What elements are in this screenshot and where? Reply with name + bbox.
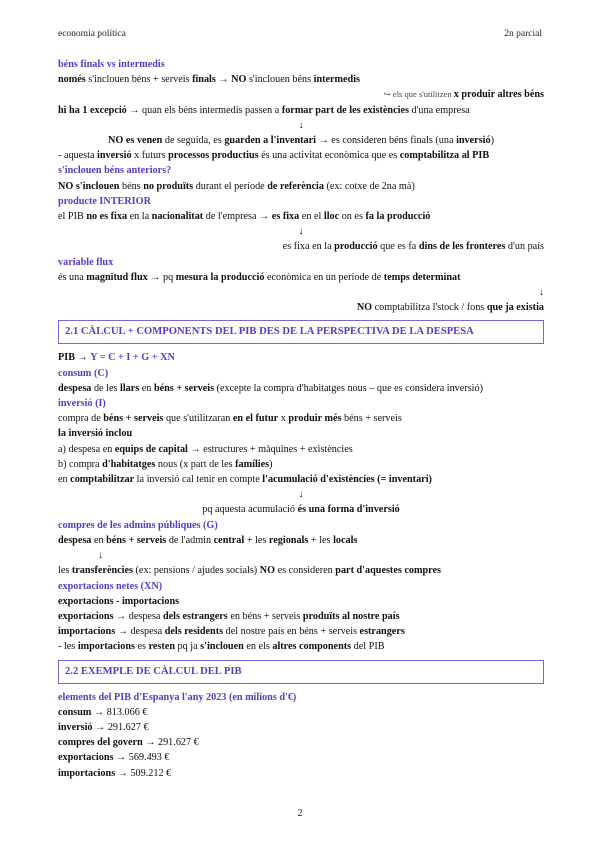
text-span: en béns + serveis	[227, 610, 303, 622]
bold-text: comptabilitzar	[70, 474, 135, 486]
subheading	[58, 690, 544, 705]
bold-text: locals	[333, 534, 358, 546]
text-span: de l'empresa →	[203, 211, 272, 223]
bold-text: comptabilitza al PIB	[399, 150, 490, 162]
text-line	[58, 735, 544, 750]
bold-text: importacions	[58, 767, 116, 779]
text-span: les	[58, 565, 72, 577]
bold-text: nacionalitat	[151, 211, 204, 223]
bold-text: no es fixa	[86, 211, 128, 223]
text-span: → despesa	[115, 626, 165, 638]
bold-text: inversió	[58, 721, 93, 733]
text-span: en els	[243, 641, 273, 653]
text-span: x futurs	[131, 150, 169, 162]
text-span: del nostre país en béns + serveis	[223, 626, 360, 638]
text-span: → 291.627 €	[142, 737, 199, 749]
text-span: + les	[308, 534, 334, 546]
text-span: de seguida, es	[162, 135, 225, 147]
bold-text: NO es venen	[108, 135, 163, 147]
text-span: de l'admin	[166, 534, 214, 546]
text-span: nous (x part de les	[155, 458, 236, 470]
text-span: és una activitat econòmica que es	[258, 150, 400, 162]
text-span: (ex: pensions / ajudes socials)	[132, 565, 260, 577]
bold-text: béns + serveis	[106, 534, 167, 546]
text-span: → 813.066 €	[91, 706, 148, 718]
subheading	[58, 255, 544, 270]
text-span: que es fa	[377, 241, 419, 253]
bold-text: processos productius	[168, 150, 259, 162]
text-line	[58, 224, 544, 239]
text-span: b) compra	[58, 458, 103, 470]
text-span: + les	[244, 534, 269, 546]
bold-text: magnitud flux	[86, 271, 148, 283]
text-line	[58, 442, 544, 457]
bold-text: dels estrangers	[162, 610, 228, 622]
bold-text: produïts al nostre país	[302, 610, 400, 622]
bold-text: l'acumulació d'existències (= inventari)	[262, 474, 432, 486]
notes-body	[58, 57, 544, 781]
text-span: pq ja	[174, 641, 201, 653]
text-span: (ex: cotxe de 2na mà)	[323, 180, 415, 192]
text-span: 2.1 CÀLCUL + COMPONENTS DEL PIB DES DE LA PERSPECTIVA DE LA DESPESA	[65, 326, 474, 338]
text-line	[58, 487, 544, 502]
text-line	[58, 639, 544, 654]
text-span: béns + serveis	[341, 413, 402, 425]
bold-text: dels residents	[164, 626, 224, 638]
bold-text: s'inclouen	[200, 641, 244, 653]
header-term: 2n parcial	[504, 29, 542, 39]
bold-text: NO	[356, 302, 373, 314]
text-span: →	[215, 74, 232, 86]
text-span: béns	[119, 180, 144, 192]
text-span: el PIB	[58, 211, 87, 223]
text-span: econòmica en un període de	[264, 271, 384, 283]
bold-text: no produïts	[143, 180, 194, 192]
text-span: la inversió cal tenir en compte	[134, 474, 263, 486]
text-line	[58, 502, 544, 517]
text-line	[58, 750, 544, 765]
bold-text: produir més	[288, 413, 342, 425]
text-line	[58, 720, 544, 735]
text-span: on es	[339, 211, 366, 223]
text-line	[58, 533, 544, 548]
text-span: es	[134, 641, 149, 653]
page-number: 2	[297, 808, 303, 819]
bold-text: inversió	[456, 135, 491, 147]
text-line	[58, 381, 544, 396]
text-span: en	[58, 474, 71, 486]
text-line	[58, 457, 544, 472]
text-span: elements del PIB d'Espanya l'any 2023 (en milions d'€)	[58, 691, 297, 703]
header-subject: economia política	[58, 29, 126, 39]
subheading	[58, 366, 544, 381]
bold-text: béns + serveis	[153, 382, 215, 394]
text-line	[58, 548, 544, 563]
text-span: a) despesa en	[58, 443, 115, 455]
bold-text: despesa	[58, 534, 92, 546]
text-span: (excepte la compra d'habitatges nous – que es considera inversió)	[214, 382, 483, 394]
text-span: variable flux	[58, 256, 114, 268]
text-span: ↓	[98, 550, 104, 562]
bold-text: central	[213, 534, 245, 546]
bold-text: exportacions - importacions	[58, 595, 180, 607]
bold-text: temps determinat	[383, 271, 461, 283]
bold-text: en el futur	[232, 413, 279, 425]
text-span: - aquesta	[58, 150, 98, 162]
bold-text: estrangers	[359, 626, 405, 638]
text-span: pq aquesta acumulació	[202, 504, 298, 516]
text-span: en	[91, 534, 107, 546]
bold-text: despesa	[58, 382, 92, 394]
text-span: compres de les admins públiques (G)	[58, 519, 218, 531]
text-span: )	[490, 135, 494, 147]
text-span: → pq	[147, 271, 176, 283]
text-line	[58, 300, 544, 315]
text-span: compra de	[58, 413, 104, 425]
text-span: ↓	[298, 119, 304, 131]
text-line	[58, 624, 544, 639]
bold-text: famílies	[235, 458, 270, 470]
bold-text: NO	[259, 565, 276, 577]
text-span: inversió (I)	[58, 398, 106, 410]
subheading	[58, 396, 544, 411]
text-span: es fixa en la	[282, 241, 335, 253]
text-line	[58, 72, 544, 87]
text-span: es consideren	[275, 565, 336, 577]
text-span: durant el període	[193, 180, 268, 192]
text-span: →	[74, 352, 91, 364]
bold-text: x produir altres béns	[453, 89, 544, 101]
text-span: s'inclouen béns + serveis	[85, 74, 193, 86]
text-line	[58, 350, 544, 365]
subheading	[58, 579, 544, 594]
bold-text: mesura la producció	[175, 271, 265, 283]
bold-text: d'habitatges	[102, 458, 156, 470]
text-span: és una	[58, 271, 87, 283]
bold-text: PIB	[58, 352, 75, 364]
subheading	[58, 57, 544, 72]
bold-text: fa la producció	[365, 211, 431, 223]
text-line	[58, 472, 544, 487]
bold-text: intermedis	[313, 74, 361, 86]
text-span: en	[139, 382, 154, 394]
text-span: - les	[58, 641, 78, 653]
text-span: → 569.493 €	[113, 752, 170, 764]
section-heading	[58, 660, 544, 684]
text-span: béns finals vs intermedis	[58, 59, 165, 70]
text-span: en el	[299, 211, 324, 223]
bold-text: hi ha 1 excepció	[58, 104, 127, 116]
text-span: comptabilitza l'stock / fons	[372, 302, 487, 314]
bold-text: formar part de les existències	[281, 104, 409, 116]
text-span: en la	[127, 211, 152, 223]
bold-text: compres del govern	[58, 737, 143, 749]
bold-text: equips de capital	[114, 443, 188, 455]
bold-text: guarden a l'inventari	[224, 135, 317, 147]
bold-text: producció	[334, 241, 378, 253]
text-span: s'inclouen béns anteriors?	[58, 165, 172, 177]
text-span: s'inclouen béns	[246, 74, 314, 86]
bold-text: consum	[58, 706, 92, 718]
formula-text: Y = C + I + G + XN	[90, 352, 175, 364]
bold-text: llars	[119, 382, 140, 394]
bold-text: la inversió inclou	[58, 428, 133, 440]
text-line	[58, 609, 544, 624]
text-line	[58, 118, 544, 133]
text-span: consum (C)	[58, 367, 109, 379]
text-span: )	[269, 458, 273, 470]
subheading	[58, 194, 544, 209]
text-span: → despesa	[113, 610, 163, 622]
text-span: d'un país	[505, 241, 544, 253]
bold-text: inversió	[97, 150, 132, 162]
text-line	[58, 705, 544, 720]
subheading	[58, 518, 544, 533]
bold-text: NO	[231, 74, 247, 86]
text-span: producte INTERIOR	[58, 195, 151, 207]
text-span: exportacions netes (XN)	[58, 580, 163, 592]
text-span: 2.2 EXEMPLE DE CÀLCUL DEL PIB	[65, 665, 242, 677]
bold-text: transferències	[71, 565, 133, 577]
text-span: → 509.212 €	[115, 767, 172, 779]
text-span: ↓	[538, 287, 544, 299]
bold-text: regionals	[268, 534, 309, 546]
text-line	[58, 285, 544, 300]
text-line	[58, 426, 544, 441]
subheading	[58, 163, 544, 178]
bold-text: béns + serveis	[103, 413, 164, 425]
text-line	[58, 563, 544, 578]
bold-text: que ja existia	[486, 302, 544, 314]
text-line	[58, 148, 544, 163]
bold-text: només	[58, 74, 86, 86]
bold-text: exportacions	[58, 752, 114, 764]
bold-text: NO s'inclouen	[58, 180, 120, 192]
text-span: → estructures + màquines + existències	[187, 443, 353, 455]
text-line	[58, 133, 544, 148]
bold-text: dins de les fronteres	[418, 241, 506, 253]
bold-text: resten	[148, 641, 175, 653]
bold-text: de referència	[267, 180, 324, 192]
bold-text: és una forma d'inversió	[297, 504, 400, 516]
text-span: → quan els béns intermedis passen a	[126, 104, 282, 116]
bold-text: importacions	[77, 641, 135, 653]
text-span: del PIB	[351, 641, 385, 653]
text-line	[58, 594, 544, 609]
text-line	[58, 766, 544, 781]
bold-text: exportacions	[58, 610, 114, 622]
text-line	[58, 411, 544, 426]
text-span: x	[278, 413, 289, 425]
text-span: que s'utilitzaran	[163, 413, 233, 425]
text-line	[58, 270, 544, 285]
bold-text: importacions	[58, 626, 116, 638]
bold-text: altres components	[272, 641, 352, 653]
bold-text: part d'aquestes compres	[335, 565, 441, 577]
text-line	[58, 87, 544, 102]
bold-text: lloc	[323, 211, 340, 223]
bold-text: finals	[192, 74, 216, 86]
text-span: ↓	[298, 489, 304, 501]
text-span: → 291.627 €	[92, 721, 149, 733]
text-span: ↪ els que s'utilitzen	[383, 89, 454, 100]
text-span: d'una empresa	[408, 104, 470, 116]
text-line	[58, 179, 544, 194]
text-line	[58, 209, 544, 224]
text-span: ↓	[298, 226, 304, 238]
text-span: → es consideren béns finals (una	[316, 135, 457, 147]
text-line	[58, 103, 544, 118]
text-line	[58, 239, 544, 254]
bold-text: es fixa	[271, 211, 300, 223]
text-span: de les	[91, 382, 120, 394]
section-heading	[58, 320, 544, 344]
